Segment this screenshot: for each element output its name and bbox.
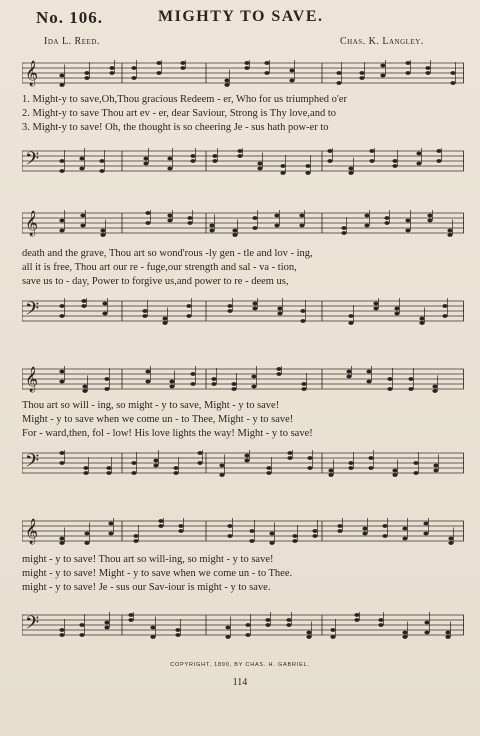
treble-staff-1	[22, 60, 464, 84]
staff-lines	[22, 148, 464, 178]
treble-staff-4	[22, 518, 464, 542]
music-system-4	[22, 512, 464, 652]
staff-lines	[22, 298, 464, 328]
svg-text:𝄢: 𝄢	[25, 451, 40, 476]
lyric-line-3-2: Might - y to save when we come un - to Thee, Might - y to save!	[22, 414, 294, 425]
music-system-3	[22, 362, 464, 502]
lyric-line-4-3: might - y to save! Je - sus our Sav-iour is might - y to save.	[22, 582, 271, 593]
staff-lines	[22, 366, 464, 396]
svg-text:𝄢: 𝄢	[25, 613, 40, 638]
staff-lines	[22, 518, 464, 548]
svg-text:𝄞: 𝄞	[25, 519, 39, 544]
treble-staff-3	[22, 366, 464, 390]
music-system-1	[22, 56, 464, 196]
staff-lines	[22, 210, 464, 240]
lyric-line-1-1: 1. Might-y to save,Oh,Thou gracious Redeem - er, Who for us triumphed o'er	[22, 94, 347, 105]
lyric-line-1-3: 3. Might-y to save! Oh, the thought is so cheering Je - sus hath pow-er to	[22, 122, 329, 133]
lyric-line-1-2: 2. Might-y to save Thou art ev - er, dear Saviour, Strong is Thy love,and to	[22, 108, 337, 119]
svg-text:𝄢: 𝄢	[25, 299, 40, 324]
svg-text:𝄞: 𝄞	[25, 367, 39, 392]
lyric-line-4-2: might - y to save! Might - y to save when we come un - to Thee.	[22, 568, 293, 579]
svg-text:𝄞: 𝄞	[25, 61, 39, 86]
lyric-line-2-1: death and the grave, Thou art so wond'rous -ly gen - tle and lov - ing,	[22, 248, 313, 259]
lyricist-credit: Ida L. Reed.	[44, 36, 100, 47]
staff-lines	[22, 612, 464, 642]
hymn-title: MIGHTY TO SAVE.	[158, 8, 324, 25]
svg-text:𝄢: 𝄢	[25, 149, 40, 174]
lyric-line-2-3: save us to - day, Power to forgive us,and power to re - deem us,	[22, 276, 289, 287]
copyright-notice: COPYRIGHT, 1890, BY CHAS. H. GABRIEL.	[170, 662, 310, 668]
lyric-line-3-1: Thou art so will - ing, so might - y to save, Might - y to save!	[22, 400, 280, 411]
svg-text:𝄞: 𝄞	[25, 211, 39, 236]
composer-credit: Chas. K. Langley.	[340, 36, 424, 47]
bass-staff-1	[22, 148, 464, 172]
music-system-2	[22, 206, 464, 346]
lyric-line-3-3: For - ward,then, fol - low! His love lights the way! Might - y to save!	[22, 428, 313, 439]
bass-staff-2	[22, 298, 464, 322]
treble-staff-2	[22, 210, 464, 234]
hymn-number: No. 106.	[36, 8, 104, 27]
lyric-line-2-2: all it is free, Thou art our re - fuge,our strength and sal - va - tion,	[22, 262, 297, 273]
staff-lines	[22, 60, 464, 90]
bass-staff-4	[22, 612, 464, 636]
page-number: 114	[232, 677, 248, 688]
bass-staff-3	[22, 450, 464, 474]
page-header	[0, 8, 480, 30]
staff-lines	[22, 450, 464, 480]
lyric-line-4-1: might - y to save! Thou art so will-ing, so might - y to save!	[22, 554, 274, 565]
